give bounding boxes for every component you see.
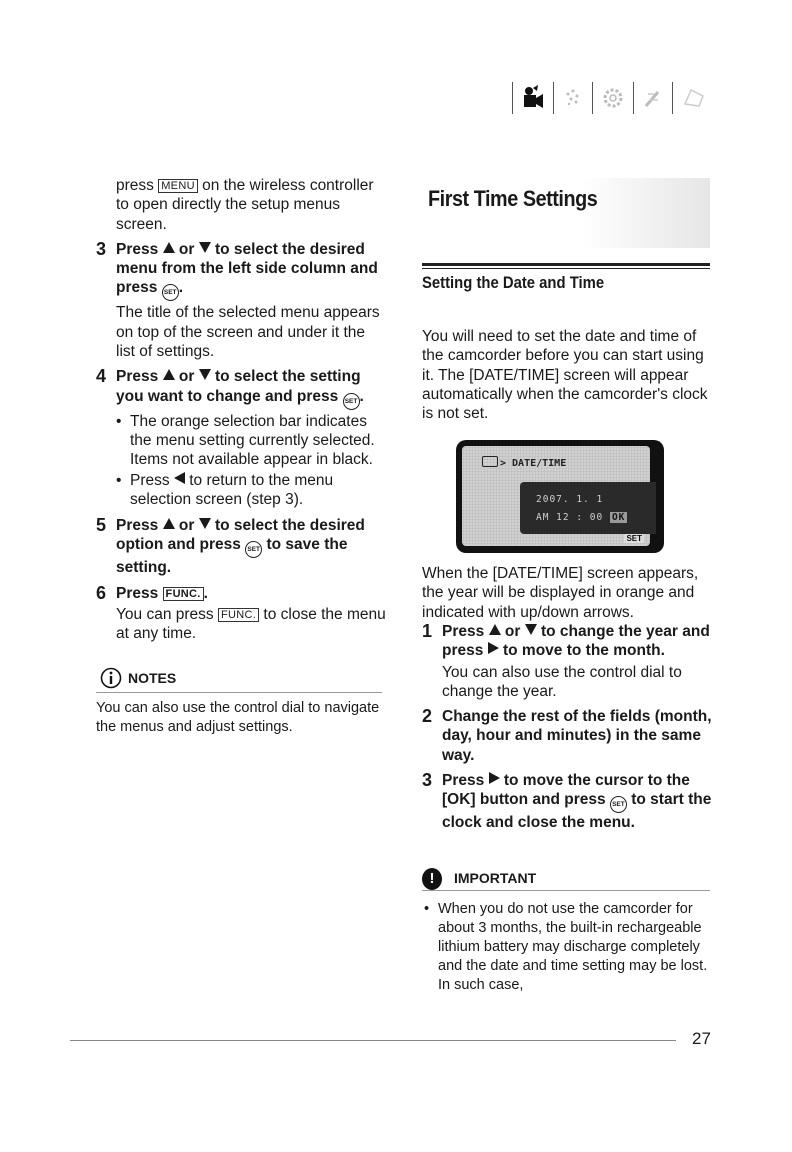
step-title-part: to select the desired option and press: [116, 517, 365, 554]
list-item: • The orange selection bar indicates the menu setting currently selected. Items not available appear in black.: [116, 412, 386, 470]
set-button-icon: SET: [162, 284, 179, 301]
step-title: Press or to select the setting you want to change and press SET .: [116, 367, 386, 409]
step-title-part: to select the setting you want to change and press: [116, 368, 361, 405]
step-text-part: You can press: [116, 606, 214, 624]
left-step-4: [96, 367, 386, 510]
menu-key-label: MENU: [158, 179, 198, 193]
warning-icon: !: [422, 868, 442, 890]
section-title-banner: [422, 178, 710, 248]
step-number: 1: [422, 621, 433, 641]
right-step-2: [422, 707, 712, 765]
important-text: [422, 900, 712, 995]
bullet-list: [116, 412, 386, 509]
info-icon: [100, 667, 122, 694]
right-step-1: [422, 622, 712, 701]
continuation-paragraph: [116, 176, 386, 234]
left-step-6: [96, 584, 386, 644]
lcd-screen: [462, 446, 650, 546]
step-text: [116, 605, 386, 644]
step-number: 2: [422, 706, 433, 727]
important-heading: [422, 866, 710, 891]
up-arrow-icon: [163, 242, 175, 253]
step-number: 5: [96, 515, 107, 536]
step-text: The title of the selected menu appears on top of the screen and under it the list of settings.: [116, 304, 380, 361]
bullet-text-part: Press: [130, 471, 170, 489]
down-arrow-icon: [525, 624, 537, 635]
step-title-part: to save the setting.: [116, 536, 348, 577]
step-title-part: Press: [116, 368, 159, 386]
step-number: 4: [96, 366, 107, 387]
step-number: 3: [96, 238, 107, 259]
icon-divider: [672, 82, 673, 114]
step-title-part: or: [178, 368, 195, 386]
up-arrow-icon: [489, 624, 501, 635]
step-title-part: to change the year and press: [442, 623, 710, 660]
step-title: Change the rest of the fields (month, day, hour and minutes) in the same way.: [442, 708, 712, 764]
step-title-part: Press: [116, 240, 159, 258]
camera-mode-icon: [482, 456, 498, 467]
icon-divider: [512, 82, 513, 114]
step-title: Press or to select the desired menu from the left side column and press SET .: [116, 240, 386, 302]
set-button-icon: SET: [245, 541, 262, 558]
lcd-set-icon: SET: [626, 534, 642, 543]
step-title-part: Press: [116, 584, 159, 602]
step-title: [116, 516, 386, 578]
lcd-screenshot: [456, 440, 664, 553]
lcd-time-row: [536, 512, 627, 523]
step-title-part: or: [178, 517, 195, 535]
down-arrow-icon: [199, 369, 211, 380]
up-arrow-icon: [163, 369, 175, 380]
func-key-label: FUNC.: [218, 608, 259, 622]
lcd-title: [482, 456, 566, 469]
icon-divider: [553, 82, 554, 114]
lcd-time-value: AM 12 : 00: [536, 512, 604, 523]
left-column: [96, 176, 386, 650]
right-step-3: [422, 771, 712, 833]
notes-text: You can also use the control dial to navigate the menus and adjust settings.: [96, 700, 380, 735]
settings-icon: [601, 86, 625, 110]
down-arrow-icon: [199, 242, 211, 253]
set-button-icon: SET: [610, 796, 627, 813]
right-steps: [422, 622, 712, 839]
lcd-title-text: > DATE/TIME: [500, 458, 567, 469]
left-step-3: [96, 240, 386, 361]
list-item: • When you do not use the camcorder for about 3 months, the built-in rechargeable lithium battery may discharge completely and the date and time setting may be lost. In such case,: [422, 900, 712, 995]
step-number: 3: [422, 770, 433, 791]
step-title-part: Press: [442, 623, 485, 640]
left-arrow-icon: [174, 472, 185, 484]
section-rule: [422, 263, 710, 269]
bullet-text-part: to return to the menu selection screen (step 3).: [130, 471, 334, 508]
set-button-icon: SET: [343, 393, 360, 410]
step-title-part: to select the desired menu from the left side column and press: [116, 240, 378, 297]
notes-label: NOTES: [128, 670, 177, 686]
edit-icon: [642, 86, 664, 110]
continuation-text: on the wireless controller to open directly the setup menus screen.: [116, 177, 374, 233]
continuation-prefix: press: [116, 177, 154, 194]
lcd-date-value: 2007. 1. 1: [536, 494, 604, 505]
lcd-ok-button: OK: [611, 512, 626, 523]
section-title: First Time Settings: [428, 186, 598, 211]
func-key-label: FUNC.: [163, 587, 204, 601]
after-lcd-paragraph: When the [DATE/TIME] screen appears, the year will be displayed in orange and indicated with up/down arrows.: [422, 565, 699, 621]
important-label: IMPORTANT: [454, 870, 537, 886]
step-text-part: to close the menu at any time.: [116, 606, 386, 643]
step-title-part: or: [504, 623, 521, 640]
step-title-part: or: [178, 240, 195, 258]
step-title-part: to move to the month.: [503, 642, 665, 660]
icon-divider: [592, 82, 593, 114]
digital-effects-icon: [562, 86, 584, 110]
step-title: [442, 771, 712, 833]
left-step-5: [96, 516, 386, 578]
right-arrow-icon: [489, 772, 500, 784]
down-arrow-icon: [199, 518, 211, 529]
notes-heading: [96, 664, 382, 693]
step-title-part: to start the clock and close the menu.: [442, 791, 712, 832]
icon-divider: [633, 82, 634, 114]
up-arrow-icon: [163, 518, 175, 529]
intro-paragraph: You will need to set the date and time of the camcorder before you can start using it. The [DATE/TIME] screen will appear automatically when the camcorder's clock is not set.: [422, 328, 708, 423]
step-title: Press FUNC. .: [116, 584, 208, 602]
footer-rule: [70, 1040, 676, 1041]
list-item: [116, 471, 386, 510]
step-text: You can also use the control dial to change the year.: [442, 663, 682, 700]
subsection-title: Setting the Date and Time: [422, 274, 605, 292]
page-number: 27: [692, 1029, 711, 1048]
right-arrow-icon: [488, 642, 499, 654]
step-title-part: to move the cursor to the [OK] button and press: [442, 772, 690, 809]
lcd-date-panel: [520, 482, 656, 534]
step-title: [442, 622, 712, 661]
section-icon-strip: [504, 80, 707, 116]
camcorder-icon: [521, 85, 545, 111]
step-number: 6: [96, 582, 107, 603]
print-icon: [681, 86, 707, 110]
step-title-part: Press: [116, 517, 159, 535]
step-title-part: Press: [442, 772, 485, 790]
